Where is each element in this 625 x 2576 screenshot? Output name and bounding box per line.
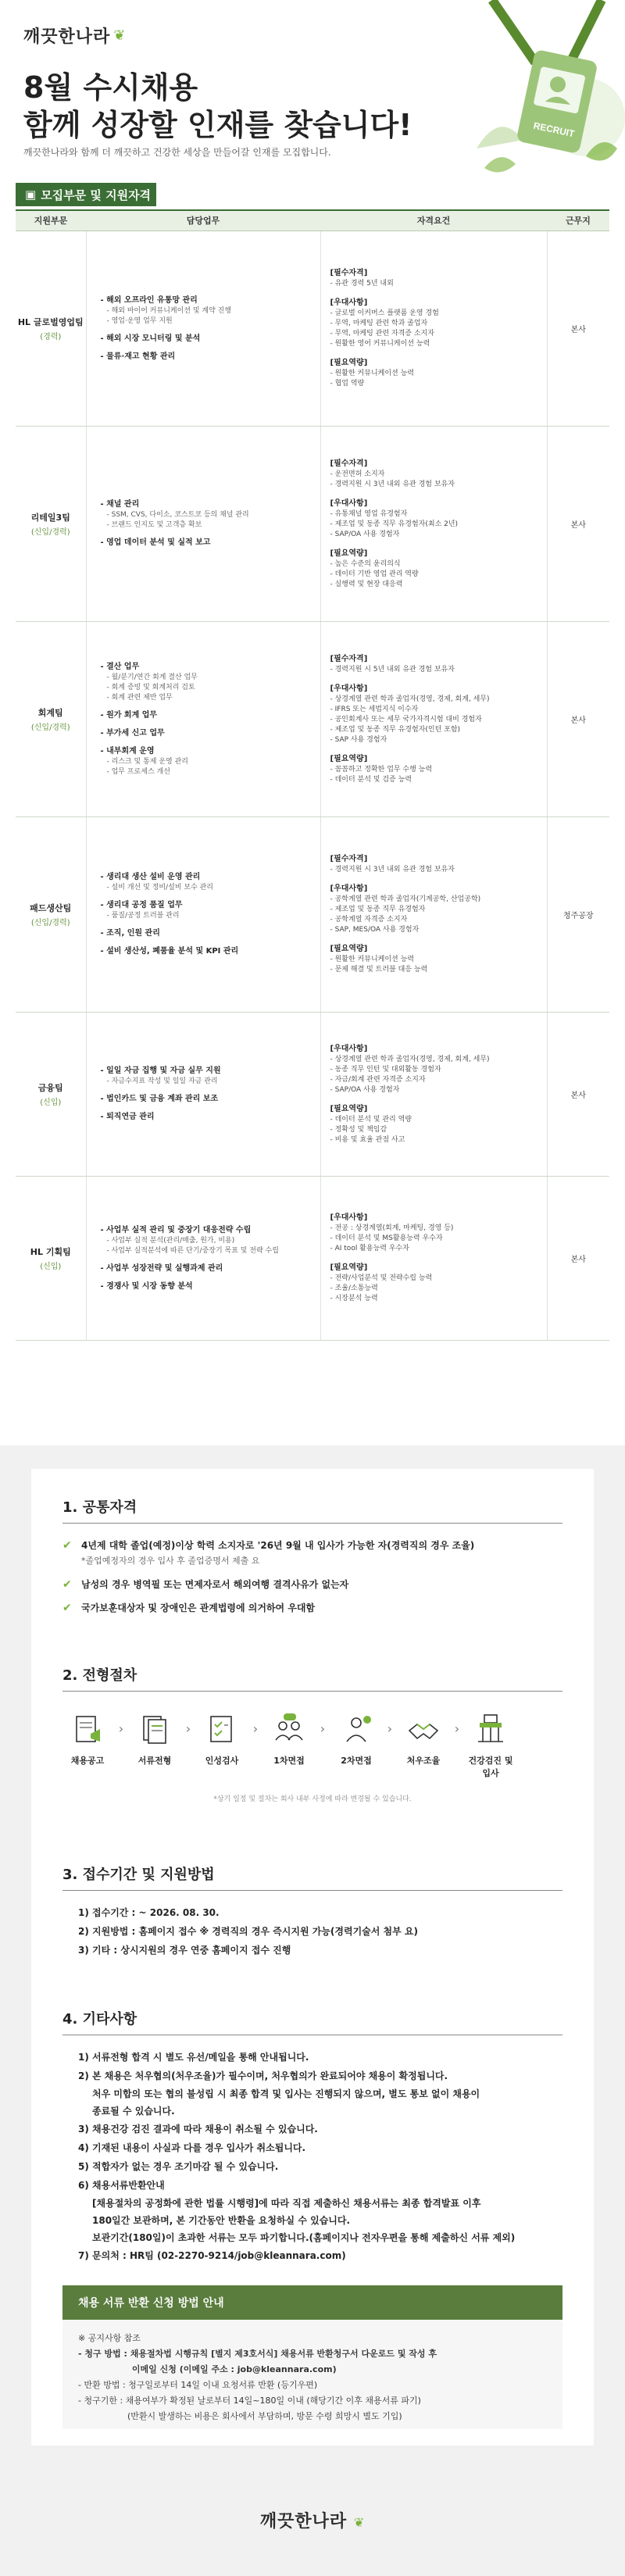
- qualification-item: - 유통채널 영업 유경험자: [330, 509, 408, 518]
- department-name: HL 기획팀: [30, 1246, 71, 1257]
- duty-item: - 생리대 생산 설비 운영 관리: [100, 873, 201, 881]
- page-title: [23, 69, 412, 144]
- duty-item: - 결산 업무: [100, 662, 140, 671]
- process-step: [398, 1712, 448, 1767]
- qualification-check-item: [62, 1600, 562, 1616]
- duty-item: - 생리대 공정 품질 업무: [100, 901, 183, 909]
- duty-item: - 조직, 인원 관리: [100, 929, 160, 938]
- qualification-item: - 공학계열 자격증 소지자: [330, 916, 408, 924]
- info-section: [0, 1445, 625, 2576]
- title-line-2: 함께 성장할 인재를 찾습니다!: [23, 108, 412, 142]
- department-name: HL 글로벌영업팀: [17, 316, 84, 327]
- qualification-item: - 상경계열 관련 학과 졸업자(경영, 경제, 회계, 세무): [330, 1055, 490, 1063]
- duty-subitem: - 업무 프로세스 개선: [106, 767, 170, 776]
- duties-cell: [86, 1176, 320, 1340]
- column-header: 자격요건: [320, 210, 547, 230]
- qualification-item: - 공학계열 관련 학과 졸업자(기계공학, 산업공학): [330, 895, 481, 903]
- table-header-row: [16, 210, 609, 230]
- qualification-item: - 무역, 마케팅 관련 자격증 소지자: [330, 330, 434, 338]
- duties-cell: [86, 1012, 320, 1176]
- duty-subitem: - SSM, CVS, 다이소, 코스트코 등의 채널 관리: [106, 511, 249, 519]
- qualification-item: - 유관 경력 5년 내외: [330, 280, 394, 288]
- duty-subitem: - 사업부 실적 분석(관리/매출, 원가, 비용): [106, 1236, 235, 1245]
- department-cell: [16, 426, 86, 621]
- table-row: [16, 426, 609, 621]
- department-cell: [16, 230, 86, 426]
- duty-item: - 물류·재고 현황 관리: [100, 352, 176, 361]
- note-line: 처우 미합의 또는 협의 불성립 시 최종 합격 및 입사는 진행되지 않으며, 별도 통보 없이 채용이: [92, 2088, 480, 2099]
- qualification-item: - 비용 및 효율 관점 사고: [330, 1135, 405, 1144]
- column-header: 담당업무: [86, 210, 320, 230]
- employment-type: (신입/경력): [30, 918, 70, 927]
- section-title-positions: [16, 183, 156, 206]
- department-cell: [16, 1176, 86, 1340]
- employment-type: (신입): [40, 1262, 62, 1271]
- duty-item: - 사업부 성장전략 및 실행과제 관리: [100, 1263, 223, 1273]
- duty-subitem: - 설비 개선 및 정비/설비 보수 관리: [106, 884, 213, 891]
- process-note: *상기 일정 및 절차는 회사 내부 사정에 따라 변경될 수 있습니다.: [213, 1795, 412, 1803]
- selection-process-title: 2. 전형절차: [62, 1664, 562, 1692]
- second-interview-icon: [339, 1712, 373, 1746]
- note-line: 180일간 보관하며, 본 기간동안 반환을 요청하실 수 있습니다.: [92, 2215, 351, 2226]
- note-line: 7) 문의처 : HR팀 (02-2270-9214/job@kleannara.com): [78, 2250, 346, 2261]
- qualifications-cell: [320, 1176, 547, 1340]
- section-title-text: 모집부문 및 지원자격: [41, 188, 152, 202]
- qualification-item: - 데이터 분석 및 MS활용능력 우수자: [330, 1234, 443, 1242]
- qualification-text: 4년제 대학 졸업(예정)이상 학력 소지자로 '26년 9월 내 입사가 가능한 자(경력직의 경우 조율): [81, 1540, 475, 1551]
- process-step-label: 처우조율: [406, 1756, 441, 1766]
- qualification-item: - SAP/OA 사용 경험자: [330, 1085, 400, 1094]
- qualification-item: - 제조업 및 동종 직무 유경험자(인턴 포함): [330, 725, 461, 734]
- qualification-item: - 정확성 및 책임감: [330, 1125, 388, 1134]
- department-name: 패드생산팀: [30, 902, 72, 913]
- work-location: 본사: [547, 1012, 609, 1176]
- qualification-heading: [필요역량]: [330, 548, 368, 558]
- chevron-right-icon: ›: [387, 1721, 393, 1736]
- qualification-item: - 글로벌 이커머스 플랫폼 운영 경험: [330, 309, 439, 317]
- brand-logo-text: 깨끗한나라: [23, 27, 111, 47]
- process-step: [62, 1712, 112, 1767]
- qualification-item: - 데이터 기반 영업 관리 역량: [330, 570, 419, 578]
- qualification-item: - 자금/회계 관련 자격증 소지자: [330, 1075, 426, 1084]
- duty-item: - 영업 데이터 분석 및 실적 보고: [100, 538, 211, 547]
- table-row: [16, 816, 609, 1012]
- chevron-right-icon: ›: [118, 1721, 124, 1736]
- return-info-line: - 반환 방법 : 청구일로부터 14일 이내 요청서류 반환 (등기우편): [78, 2380, 318, 2390]
- title-line-1: 8월 수시채용: [23, 70, 198, 105]
- qualification-item: - 상경계열 관련 학과 졸업자(경영, 경제, 회계, 세무): [330, 695, 490, 703]
- department-cell: [16, 1012, 86, 1176]
- return-info-line: - 청구기한 : 채용여부가 확정된 날로부터 14일~180일 이내 (해당기간 이후 채용서류 파기): [78, 2396, 421, 2406]
- qualification-text: 국가보훈대상자 및 장애인은 관계법령에 의거하여 우대함: [81, 1602, 316, 1613]
- duty-item: - 사업부 실적 관리 및 중장기 대응전략 수립: [100, 1225, 252, 1234]
- note-line: 2) 본 채용은 처우협의(처우조율)가 필수이며, 처우협의가 완료되어야 채용이 확정됩니다.: [78, 2070, 448, 2081]
- qualification-item: - 경력지원 시 3년 내외 유관 경험 보유자: [330, 480, 455, 488]
- qualification-heading: [필요역량]: [330, 1104, 368, 1113]
- qualification-heading: [우대사항]: [330, 684, 368, 693]
- qualification-item: - 제조업 및 동종 직무 유경험자(최소 2년): [330, 520, 459, 528]
- qualifications-cell: [320, 621, 547, 816]
- department-name: 회계팀: [38, 707, 63, 718]
- employment-type: (경력): [40, 332, 62, 341]
- qualification-heading: [우대사항]: [330, 298, 368, 307]
- qualification-check-item: [62, 1577, 562, 1592]
- duties-cell: [86, 426, 320, 621]
- duty-item: - 채널 관리: [100, 500, 140, 509]
- duty-subitem: - 자금수지표 작성 및 일일 자금 관리: [106, 1077, 218, 1085]
- return-info-line: ※ 공지사항 참조: [78, 2333, 141, 2343]
- qualification-item: - 원활한 커뮤니케이션 능력: [330, 370, 414, 377]
- other-notes: [62, 2008, 562, 2265]
- qualification-item: - 데이터 분석 및 검증 능력: [330, 775, 412, 784]
- personality-test-icon: [205, 1712, 239, 1746]
- handshake-icon: [406, 1712, 441, 1746]
- work-location: 본사: [547, 1176, 609, 1340]
- brand-logo: [23, 23, 126, 48]
- qualification-item: - 원활한 영어 커뮤니케이션 능력: [330, 340, 430, 348]
- qualification-item: - SAP, MES/OA 사용 경험자: [330, 926, 420, 934]
- duty-subitem: - 월/분기/연간 회계 결산 업무: [106, 673, 198, 681]
- qualification-heading: [필수자격]: [330, 855, 368, 863]
- qualification-heading: [필요역량]: [330, 945, 368, 953]
- qualification-item: - 경력지원 시 5년 내외 유관 경험 보유자: [330, 665, 455, 673]
- duty-item: - 해외 시장 모니터링 및 분석: [100, 334, 201, 343]
- employment-type: (신입/경력): [30, 723, 70, 732]
- application-info-title: 3. 접수기간 및 지원방법: [62, 1863, 562, 1891]
- qualification-item: - 원활한 커뮤니케이션 능력: [330, 956, 414, 963]
- qualification-item: - SAP/OA 사용 경험자: [330, 530, 400, 538]
- table-row: [16, 230, 609, 426]
- note-line: 1) 서류전형 합격 시 별도 유선/메일을 통해 안내됩니다.: [78, 2052, 309, 2063]
- qualification-text: 남성의 경우 병역필 또는 면제자로서 해외여행 결격사유가 없는자: [81, 1579, 349, 1590]
- process-step: [466, 1712, 516, 1779]
- duties-cell: [86, 816, 320, 1012]
- qualification-text-wrap: [81, 1577, 348, 1592]
- document-return-header: 채용 서류 반환 신청 방법 안내: [62, 2285, 562, 2320]
- qualification-heading: [필수자격]: [330, 459, 368, 468]
- duty-subitem: - 품질/공정 트러블 관리: [106, 912, 180, 920]
- qualification-note: *졸업예정자의 경우 입사 후 졸업증명서 제출 요: [81, 1556, 260, 1566]
- work-location: 본사: [547, 621, 609, 816]
- qualification-heading: [필수자격]: [330, 269, 368, 277]
- first-interview-icon: [272, 1712, 306, 1746]
- qualification-heading: [필요역량]: [330, 754, 368, 763]
- duties-cell: [86, 230, 320, 426]
- application-item: 2) 지원방법 : 홈페이지 접수 ※ 경력직의 경우 즉시지원 가능(경력기술서 첨부 요): [78, 1926, 418, 1937]
- department-name: 리테일3팀: [30, 512, 70, 523]
- qualifications-cell: [320, 426, 547, 621]
- process-step-label: 채용공고: [70, 1756, 105, 1766]
- qualification-item: - 시장분석 능력: [330, 1295, 378, 1302]
- work-location: 청주공장: [547, 816, 609, 1012]
- process-step-label: 건강검진 및 입사: [468, 1756, 513, 1778]
- note-line: 4) 기재된 내용이 사실과 다를 경우 입사가 취소됩니다.: [78, 2142, 306, 2153]
- note-line: 종료될 수 있습니다.: [92, 2106, 175, 2117]
- process-step-label: 2차면접: [341, 1756, 372, 1766]
- qualification-item: - 실행력 및 현장 대응력: [330, 580, 403, 588]
- department-cell: [16, 816, 86, 1012]
- qualification-item: - 공인회계사 또는 세무 국가자격시험 대비 경험자: [330, 715, 482, 723]
- selection-process: [62, 1664, 562, 1803]
- table-row: [16, 1176, 609, 1340]
- qualification-item: - 협업 역량: [330, 380, 365, 388]
- return-info-line: - 청구 방법 : 채용절차법 시행규칙 [별지 제3호서식] 채용서류 반환청구서 다운로드 및 작성 후: [78, 2349, 437, 2359]
- checkmark-icon: ✔: [62, 1539, 72, 1552]
- hero-banner: [0, 0, 625, 180]
- qualifications-cell: [320, 230, 547, 426]
- qualification-item: - 전략/사업분석 및 전략수립 능력: [330, 1274, 433, 1282]
- process-step-label: 인성검사: [205, 1756, 239, 1766]
- qualification-item: - 조율/소통능력: [330, 1284, 378, 1292]
- department-name: 금융팀: [38, 1082, 63, 1093]
- process-step-label: 서류전형: [138, 1756, 172, 1766]
- process-step: [197, 1712, 247, 1767]
- recruit-table: [16, 209, 609, 1341]
- page-subtitle: 깨끗한나라와 함께 더 깨끗하고 건강한 세상을 만들어갈 인재를 모집합니다.: [23, 147, 331, 158]
- process-step-label: 1차면접: [273, 1756, 305, 1766]
- chevron-right-icon: ›: [252, 1721, 259, 1736]
- qualification-item: - 운전면허 소지자: [330, 470, 385, 478]
- document-return-body: [62, 2320, 562, 2429]
- briefcase-icon: ▣: [25, 188, 37, 202]
- recruit-badge-illustration: [469, 0, 625, 180]
- return-info-line: (반환시 발생하는 비용은 회사에서 부담하며, 방문 수령 희망시 별도 기입): [78, 2411, 402, 2421]
- qualification-item: - 동종 직무 인턴 및 대외활동 경험자: [330, 1065, 441, 1074]
- chevron-right-icon: ›: [320, 1721, 326, 1736]
- qualification-heading: [필수자격]: [330, 654, 368, 663]
- qualification-heading: [필요역량]: [330, 1263, 368, 1272]
- qualification-item: - 높은 수준의 윤리의식: [330, 559, 401, 568]
- note-line: [채용절차의 공정화에 관한 법률 시행령]에 따라 직접 제출하신 채용서류는 최종 합격발표 이후: [92, 2198, 481, 2209]
- duty-item: - 경쟁사 및 시장 동향 분석: [100, 1281, 193, 1291]
- application-item: 3) 기타 : 상시지원의 경우 연중 홈페이지 접수 진행: [78, 1945, 291, 1956]
- other-notes-title: 4. 기타사항: [62, 2008, 562, 2035]
- duty-item: - 부가세 신고 업무: [100, 728, 165, 738]
- process-step: [264, 1712, 314, 1767]
- qualification-text-wrap: [81, 1600, 315, 1616]
- duty-subitem: - 해외 바이어 커뮤니케이션 및 계약 진행: [106, 306, 232, 315]
- process-step: [331, 1712, 381, 1767]
- process-step: [130, 1712, 180, 1767]
- note-line: 6) 채용서류반환안내: [78, 2180, 165, 2191]
- checkmark-icon: ✔: [62, 1602, 72, 1614]
- common-qualifications: [62, 1496, 562, 1624]
- department-cell: [16, 621, 86, 816]
- duty-subitem: - 리스크 및 통제 운영 관리: [106, 757, 188, 766]
- column-header: 지원부문: [16, 210, 86, 230]
- table-row: [16, 621, 609, 816]
- chevron-right-icon: ›: [185, 1721, 191, 1736]
- job-posting-icon: [70, 1712, 105, 1746]
- qualification-item: - 꼼꼼하고 정확한 업무 수행 능력: [330, 765, 433, 774]
- info-card: [31, 1469, 594, 2446]
- duty-subitem: - 회계 관련 제반 업무: [106, 693, 173, 702]
- building-icon: [473, 1712, 508, 1746]
- qualification-item: - IFRS 또는 세법지식 이수자: [330, 705, 419, 713]
- duty-item: - 해외 오프라인 유통망 관리: [100, 295, 198, 305]
- duty-item: - 설비 생산성, 폐품율 분석 및 KPI 관리: [100, 947, 239, 956]
- duty-item: - 원가 회계 업무: [100, 710, 158, 720]
- qualification-item: - AI tool 활용능력 우수자: [330, 1245, 409, 1252]
- note-line: 5) 적합자가 없는 경우 조기마감 될 수 있습니다.: [78, 2161, 279, 2172]
- leaf-icon: ❦: [113, 27, 127, 44]
- duty-item: - 법인카드 및 금융 계좌 관리 보조: [100, 1095, 219, 1103]
- duty-subitem: - 영업·운영 업무 지원: [106, 316, 173, 325]
- duty-subitem: - 사업부 실적분석에 따른 단기/중장기 목표 및 전략 수립: [106, 1246, 279, 1255]
- qualification-item: - 데이터 분석 및 관리 역량: [330, 1115, 412, 1124]
- column-header: 근무지: [547, 210, 609, 230]
- duty-subitem: - 회계 증빙 및 회계처리 검토: [106, 683, 195, 691]
- chevron-right-icon: ›: [454, 1721, 460, 1736]
- footer-logo-text: 깨끗한나라: [259, 2512, 348, 2531]
- return-info-line: 이메일 신청 (이메일 주소 : job@kleannara.com): [78, 2364, 337, 2374]
- qualification-heading: [우대사항]: [330, 498, 368, 508]
- application-item: 1) 접수기간 : ~ 2026. 08. 30.: [78, 1907, 220, 1918]
- leaf-icon: ❦: [353, 2515, 366, 2530]
- qualification-heading: [우대사항]: [330, 1044, 368, 1053]
- duty-subitem: - 브랜드 인지도 및 고객층 확보: [106, 521, 202, 529]
- checkmark-icon: ✔: [62, 1578, 72, 1591]
- employment-type: (신입): [40, 1098, 62, 1107]
- table-row: [16, 1012, 609, 1176]
- common-qualifications-title: 1. 공통자격: [62, 1496, 562, 1524]
- qualification-heading: [필요역량]: [330, 359, 368, 367]
- qualification-item: - 무역, 마케팅 관련 학과 졸업자: [330, 320, 428, 327]
- duty-item: - 일일 자금 집행 및 자금 실무 지원: [100, 1066, 221, 1075]
- qualification-check-item: [62, 1538, 562, 1569]
- qualification-item: - 경력지원 시 3년 내외 유관 경험 보유자: [330, 866, 455, 874]
- application-info: [62, 1863, 562, 1960]
- note-line: 보관기간(180일)이 초과한 서류는 모두 파기합니다.(홈페이지나 전자우편을 통해 제출하신 서류 제외): [92, 2232, 516, 2243]
- document-screening-icon: [138, 1712, 172, 1746]
- employment-type: (신입/경력): [30, 527, 70, 537]
- footer-logo: [0, 2508, 625, 2532]
- qualification-heading: [우대사항]: [330, 1213, 368, 1222]
- qualification-item: - SAP 사용 경험자: [330, 735, 388, 744]
- duty-item: - 퇴직연금 관리: [100, 1113, 155, 1121]
- qualifications-cell: [320, 816, 547, 1012]
- work-location: 본사: [547, 230, 609, 426]
- qualification-text-wrap: [81, 1538, 474, 1569]
- duty-item: - 내부회계 운영: [100, 746, 155, 756]
- duties-cell: [86, 621, 320, 816]
- qualification-item: - 전공 : 상경계열(회계, 마케팅, 경영 등): [330, 1224, 454, 1232]
- note-line: 3) 채용건강 검진 결과에 따라 채용이 취소될 수 있습니다.: [78, 2124, 318, 2135]
- work-location: 본사: [547, 426, 609, 621]
- qualification-heading: [우대사항]: [330, 884, 368, 893]
- qualification-item: - 제조업 및 동종 직무 유경험자: [330, 906, 426, 913]
- qualification-item: - 문제 해결 및 트러블 대응 능력: [330, 966, 428, 974]
- recruit-badge-text: RECRUIT: [532, 120, 576, 140]
- qualifications-cell: [320, 1012, 547, 1176]
